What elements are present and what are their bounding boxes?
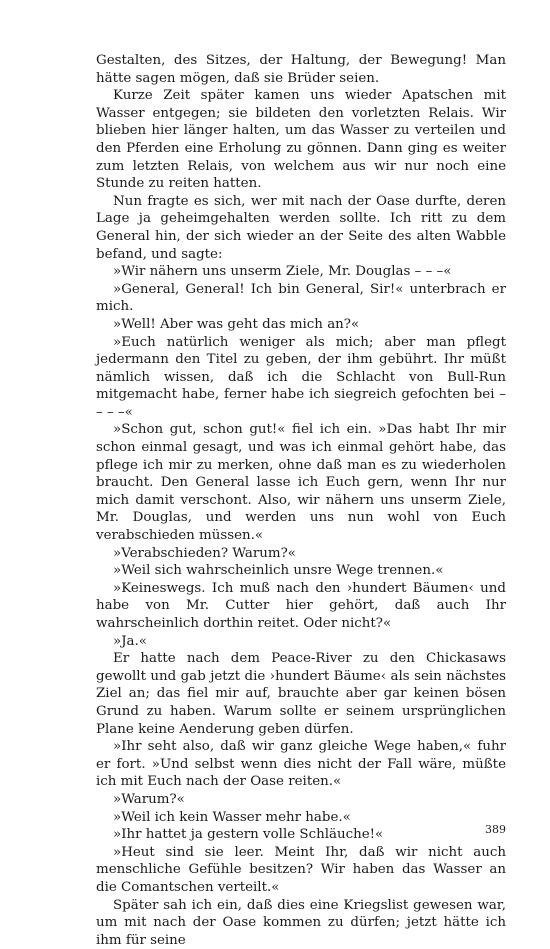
paragraph: »Ihr hattet ja gestern volle Schläuche!«: [96, 826, 506, 844]
paragraph: »Ihr seht also, daß wir ganz gleiche Wege haben,« fuhr er fort. »Und selbst wenn dies nicht der Fall wäre, müßte ich mit Euch nach der Oase reiten.«: [96, 738, 506, 791]
paragraph: »Well! Aber was geht das mich an?«: [96, 316, 506, 334]
paragraph: »Verabschieden? Warum?«: [96, 545, 506, 563]
paragraph: Nun fragte es sich, wer mit nach der Oase durfte, deren Lage ja geheimgehalten werden sollte. Ich ritt zu dem General hin, der sich wieder an der Seite des alten Wabble befand, und sagte:: [96, 193, 506, 263]
paragraph: »Wir nähern uns unserm Ziele, Mr. Douglas – – –«: [96, 263, 506, 281]
paragraph: »Warum?«: [96, 791, 506, 809]
paragraph: »Heut sind sie leer. Meint Ihr, daß wir nicht auch menschliche Gefühle besitzen? Wir haben das Wasser an die Comantschen verteilt.«: [96, 844, 506, 897]
paragraph: »Weil ich kein Wasser mehr habe.«: [96, 809, 506, 827]
page-number: 389: [485, 823, 506, 836]
paragraph: Er hatte nach dem Peace-River zu den Chickasaws gewollt und gab jetzt die ›hundert Bäume‹ als sein nächstes Ziel an; das fiel mir auf, brauchte aber gar keinen bösen Grund zu haben. Warum sollte er seinem ursprünglichen Plane keine Aenderung geben dürfen.: [96, 650, 506, 738]
paragraph: Gestalten, des Sitzes, der Haltung, der Bewegung! Man hätte sagen mögen, daß sie Brüder seien.: [96, 52, 506, 87]
paragraph: Später sah ich ein, daß dies eine Kriegslist gewesen war, um mit nach der Oase kommen zu dürfen; jetzt hätte ich ihm für seine: [96, 897, 506, 949]
paragraph: »Ja.«: [96, 633, 506, 651]
paragraph: »Schon gut, schon gut!« fiel ich ein. »Das habt Ihr mir schon einmal gesagt, und was ich einmal gehört habe, das pflege ich mir zu merken, ohne daß man es zu wiederholen braucht. Den General lasse ich Euch gern, wenn Ihr nur mich damit verschont. Also, wir nähern uns unserm Ziele, Mr. Douglas, und werden uns nun wohl von Euch verabschieden müssen.«: [96, 421, 506, 544]
paragraph: Kurze Zeit später kamen uns wieder Apatschen mit Wasser entgegen; sie bildeten den vorletzten Relais. Wir blieben hier länger halten, um das Wasser zu verteilen und den Pferden eine Erholung zu gönnen. Dann ging es weiter zum letzten Relais, von welchem aus wir nur noch eine Stunde zu reiten hatten.: [96, 87, 506, 193]
paragraph: »Keineswegs. Ich muß nach den ›hundert Bäumen‹ und habe von Mr. Cutter hier gehört, daß auch Ihr wahrscheinlich dorthin reitet. Oder nicht?«: [96, 580, 506, 633]
paragraph: »Euch natürlich weniger als mich; aber man pflegt jedermann den Titel zu geben, der ihm gebührt. Ihr müßt nämlich wissen, daß ich die Schlacht von Bull-Run mitgemacht habe, ferner habe ich siegreich gefochten bei – – – –«: [96, 334, 506, 422]
paragraph: »General, General! Ich bin General, Sir!« unterbrach er mich.: [96, 281, 506, 316]
paragraph: »Weil sich wahrscheinlich unsre Wege trennen.«: [96, 562, 506, 580]
body-text: [96, 52, 506, 949]
